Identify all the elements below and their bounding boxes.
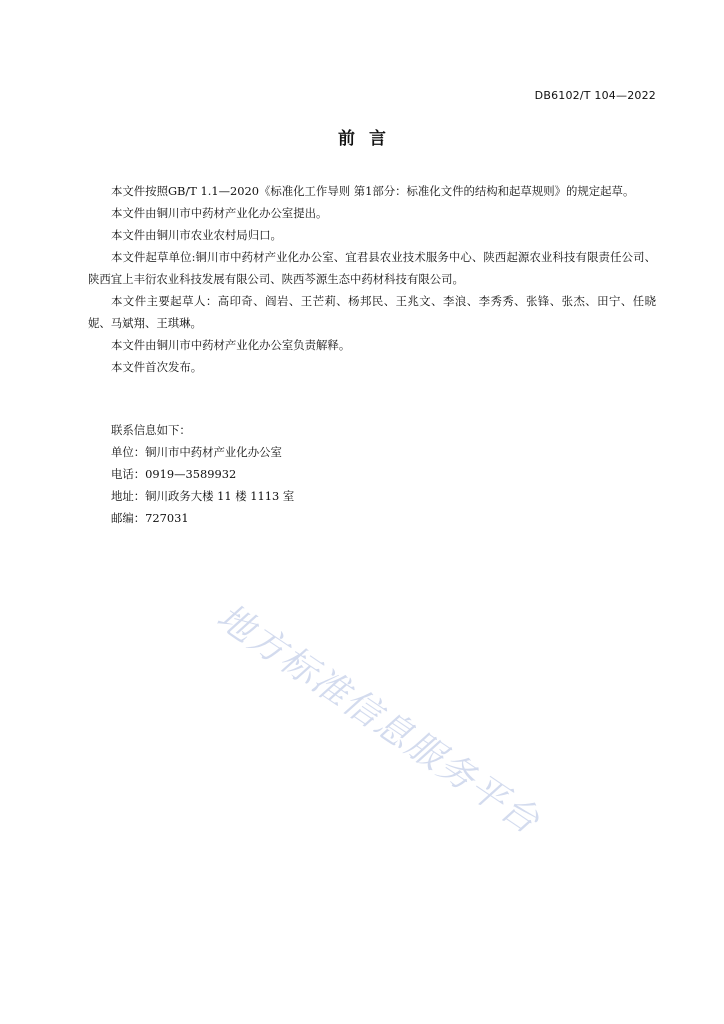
paragraph-interpretation: 本文件由铜川市中药材产业化办公室负责解释。 <box>111 338 351 352</box>
paragraph-proposer: 本文件由铜川市中药材产业化办公室提出。 <box>111 206 328 220</box>
page-title: 前言 <box>338 129 400 149</box>
watermark-text: 地方标准信息服务平台 <box>209 596 548 843</box>
contact-heading: 联系信息如下： <box>111 423 191 437</box>
foreword-body <box>88 180 656 378</box>
paragraph-drafting-basis: 本文件按照GB/T 1.1—2020《标准化工作导则 第1部分：标准化文件的结构和起草规则》的规定起草。 <box>111 184 635 198</box>
document-code: DB6102/T 104—2022 <box>534 89 656 102</box>
contact-unit: 单位：铜川市中药材产业化办公室 <box>111 445 282 459</box>
paragraph-drafters: 本文件主要起草人：高印奇、阎岩、王芒莉、杨邦民、王兆文、李浪、李秀秀、张锋、张杰、田宁、任晓妮、马斌翔、王琪琳。 <box>88 294 656 330</box>
contact-info <box>111 419 294 529</box>
paragraph-first-release: 本文件首次发布。 <box>111 360 203 374</box>
contact-postcode: 邮编：727031 <box>111 511 189 525</box>
paragraph-drafting-units: 本文件起草单位:铜川市中药材产业化办公室、宜君县农业技术服务中心、陕西起源农业科技有限责任公司、陕西宜上丰衍农业科技发展有限公司、陕西芩源生态中药材科技有限公司。 <box>88 250 656 286</box>
contact-address: 地址：铜川政务大楼 11 楼 1113 室 <box>111 489 295 503</box>
contact-phone: 电话：0919—3589932 <box>111 467 237 481</box>
paragraph-administrator: 本文件由铜川市农业农村局归口。 <box>111 228 282 242</box>
